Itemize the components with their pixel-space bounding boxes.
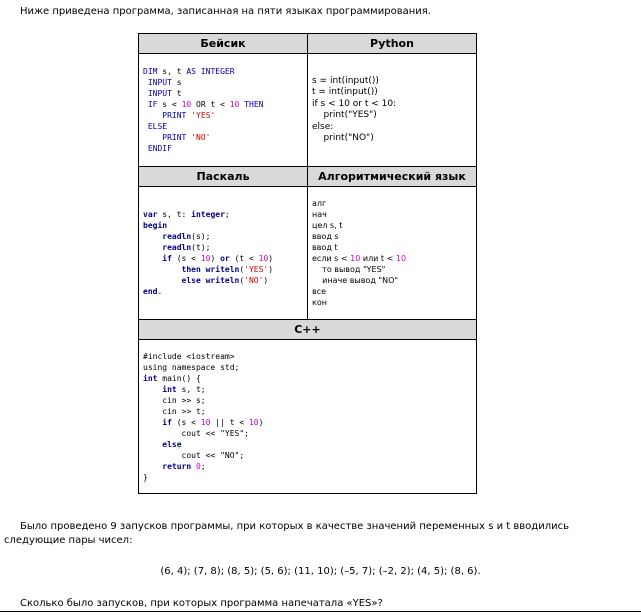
condition-text: Было проведено 9 запусков программы, при которых в качестве значений переменных s и t вводились следующие пары чисел:	[4, 521, 569, 546]
code-algo: алг нач цел s, t ввод s ввод t если s < 10 или t < 10 то вывод "YES" иначе вывод "NO" все кон	[308, 187, 477, 320]
header-pascal: Паскаль	[139, 167, 308, 187]
header-python: Python	[308, 34, 477, 54]
code-basic: DIM s, t AS INTEGER INPUT s INPUT t IF s < 10 OR t < 10 THEN PRINT 'YES' ELSE PRINT 'NO' ENDIF	[139, 54, 308, 167]
code-table	[138, 33, 477, 494]
intro-text: Ниже приведена программа, записанная на пяти языках программирования.	[20, 6, 431, 17]
code-python: s = int(input()) t = int(input()) if s < 10 or t < 10: print("YES") else: print("NO")	[308, 54, 477, 167]
bottom-divider	[0, 611, 641, 612]
question-text: Сколько было запусков, при которых программа напечатала «YES»?	[20, 598, 383, 609]
code-pascal: var s, t: integer; begin readln(s); readln(t); if (s < 10) or (t < 10) then writeln('YES') else writeln('NO') end.	[139, 187, 308, 320]
input-pairs: (6, 4); (7, 8); (8, 5); (5, 6); (11, 10); (–5, 7); (–2, 2); (4, 5); (8, 6).	[160, 566, 481, 577]
header-cpp: C++	[139, 320, 477, 340]
header-basic: Бейсик	[139, 34, 308, 54]
header-algo: Алгоритмический язык	[308, 167, 477, 187]
code-cpp: #include <iostream> using namespace std; int main() { int s, t; cin >> s; cin >> t; if (s < 10 || t < 10) cout << "YES"; else cout << "NO"; return 0; }	[139, 340, 477, 494]
